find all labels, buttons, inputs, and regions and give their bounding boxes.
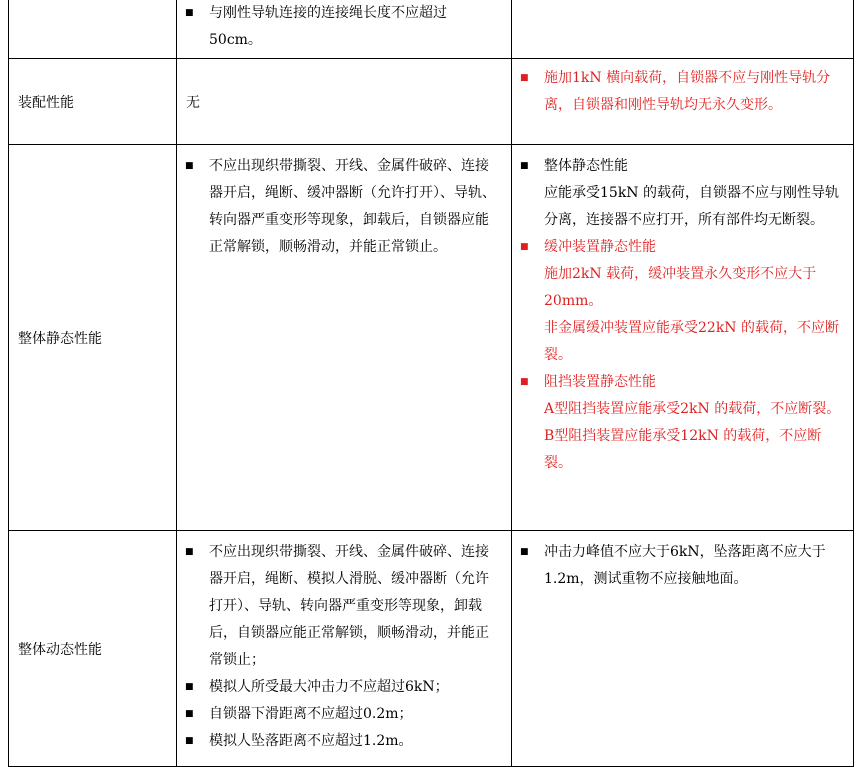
mid-cell-top [177, 0, 512, 59]
group-buffer [520, 234, 841, 369]
square-bullet-icon: ■ [185, 8, 194, 18]
right-cell-static [512, 145, 854, 531]
list-item [520, 65, 841, 119]
mid-cell-assembly [177, 59, 512, 145]
group-title: ■ 整体静态性能 [520, 153, 841, 180]
right-cell-dynamic [512, 531, 854, 767]
square-bullet-icon: ■ [520, 73, 529, 83]
list-item [185, 728, 499, 755]
square-bullet-icon: ■ [520, 161, 529, 171]
group-line: A型阻挡装置应能承受2kN 的载荷，不应断裂。 [544, 401, 841, 417]
group-line: B型阻挡装置应能承受12kN 的载荷，不应断裂。 [544, 428, 822, 471]
group-static [520, 153, 841, 234]
square-bullet-icon: ■ [185, 736, 194, 746]
none-text: 无 [186, 94, 200, 111]
item-text: 不应出现织带撕裂、开线、金属件破碎、连接器开启，绳断、模拟人滑脱、缓冲器断（允许打开）、导轨、转向器严重变形等现象，卸载后，自锁器应能正常解锁，顺畅滑动，并能正常锁止； [209, 544, 489, 668]
square-bullet-icon: ■ [520, 547, 529, 557]
square-bullet-icon: ■ [520, 377, 529, 387]
square-bullet-icon: ■ [520, 242, 529, 252]
group-title: ■ 阻挡装置静态性能 [520, 369, 841, 396]
list-item [520, 539, 841, 593]
table-row-assembly [9, 59, 854, 145]
table-row-dynamic [9, 531, 854, 767]
group-stopper [520, 369, 841, 477]
right-cell-assembly [512, 59, 854, 145]
group-line: 应能承受15kN 的载荷，自锁器不应与刚性导轨分离，连接器不应打开，所有部件均无断裂。 [544, 185, 839, 228]
table-row-static [9, 145, 854, 531]
row-label-assembly: 装配性能 [9, 59, 177, 145]
right-cell-top [512, 0, 854, 59]
list-item [185, 0, 499, 54]
square-bullet-icon: ■ [185, 709, 194, 719]
item-text: 自锁器下滑距离不应超过0.2m； [209, 706, 413, 722]
item-text: 模拟人所受最大冲击力不应超过6kN； [209, 679, 449, 695]
requirements-table [8, 0, 854, 767]
row-label-dynamic: 整体动态性能 [9, 531, 177, 767]
list-item [185, 153, 499, 261]
group-title: ■ 缓冲装置静态性能 [520, 234, 841, 261]
list-item [185, 674, 499, 701]
group-line: 施加2kN 载荷，缓冲装置永久变形不应大于20mm。 [544, 266, 817, 309]
row-label-static: 整体静态性能 [9, 145, 177, 531]
item-text: 模拟人坠落距离不应超过1.2m。 [209, 733, 413, 749]
mid-cell-static [177, 145, 512, 531]
list-item [185, 539, 499, 674]
mid-cell-dynamic [177, 531, 512, 767]
group-line: 非金属缓冲装置应能承受22kN 的载荷，不应断裂。 [544, 320, 839, 363]
square-bullet-icon: ■ [185, 161, 194, 171]
square-bullet-icon: ■ [185, 682, 194, 692]
table-row-top [9, 0, 854, 59]
item-text: 与刚性导轨连接的连接绳长度不应超过50cm。 [209, 5, 447, 48]
item-text: 不应出现织带撕裂、开线、金属件破碎、连接器开启，绳断、缓冲器断（允许打开）、导轨、转向器严重变形等现象，卸载后，自锁器应能正常解锁，顺畅滑动，并能正常锁止。 [209, 158, 496, 255]
item-text: 施加1kN 横向载荷，自锁器不应与刚性导轨分离，自锁器和刚性导轨均无永久变形。 [544, 70, 831, 113]
list-item [185, 701, 499, 728]
label-cell-empty [9, 0, 177, 59]
item-text: 冲击力峰值不应大于6kN，坠落距离不应大于1.2m，测试重物不应接触地面。 [544, 544, 826, 587]
square-bullet-icon: ■ [185, 547, 194, 557]
